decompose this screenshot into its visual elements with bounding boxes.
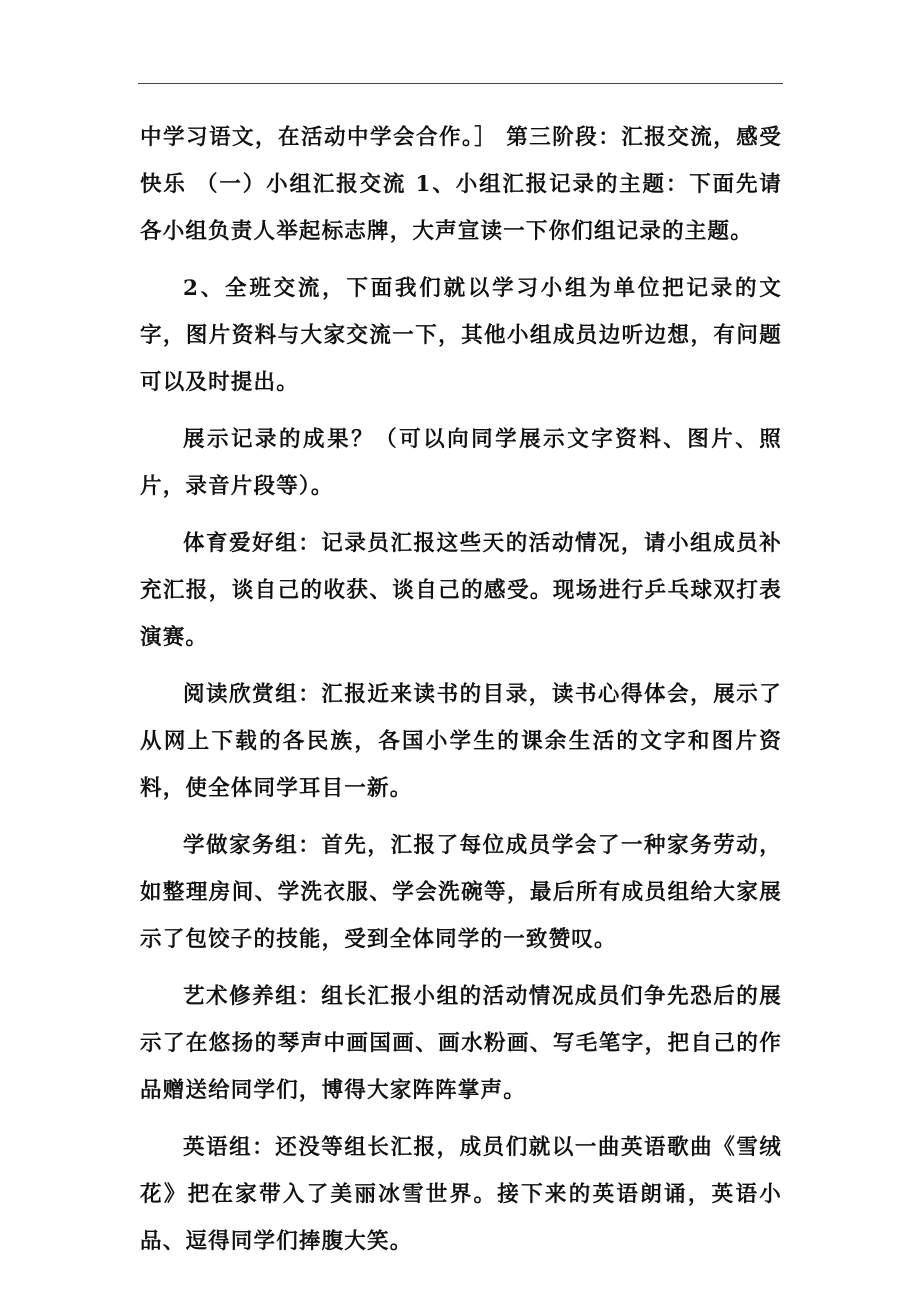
document-body <box>140 114 782 1265</box>
paragraph-sports-group: 体育爱好组：记录员汇报这些天的活动情况，请小组成员补充汇报，谈自己的收获、谈自己的感受。现场进行乒乓球双打表演赛。 <box>140 531 782 650</box>
paragraph-class-exchange: 2、全班交流，下面我们就以学习小组为单位把记录的文字，图片资料与大家交流一下，其他小组成员边听边想，有问题可以及时提出。 <box>140 276 782 395</box>
paragraph-show-results: 展示记录的成果？（可以向同学展示文字资料、图片、照片，录音片段等）。 <box>140 427 782 499</box>
header-rule <box>138 83 783 84</box>
paragraph-reading-group: 阅读欣赏组：汇报近来读书的目录，读书心得体会，展示了从网上下载的各民族，各国小学生的课余生活的文字和图片资料，使全体同学耳目一新。 <box>140 682 782 801</box>
paragraph-stage-three: 中学习语文，在活动中学会合作。］ 第三阶段：汇报交流，感受快乐 （一）小组汇报交流 1、小组汇报记录的主题：下面先请各小组负责人举起标志牌，大声宣读一下你们组记录的主题。 <box>140 125 782 244</box>
paragraph-art-group: 艺术修养组：组长汇报小组的活动情况成员们争先恐后的展示了在悠扬的琴声中画国画、画水粉画、写毛笔字，把自己的作品赠送给同学们，博得大家阵阵掌声。 <box>140 984 782 1103</box>
paragraph-housework-group: 学做家务组：首先，汇报了每位成员学会了一种家务劳动，如整理房间、学洗衣服、学会洗碗等，最后所有成员组给大家展示了包饺子的技能，受到全体同学的一致赞叹。 <box>140 833 782 952</box>
paragraph-english-group: 英语组：还没等组长汇报，成员们就以一曲英语歌曲《雪绒花》把在家带入了美丽冰雪世界。接下来的英语朗诵，英语小品、逗得同学们捧腹大笑。 <box>140 1135 782 1254</box>
